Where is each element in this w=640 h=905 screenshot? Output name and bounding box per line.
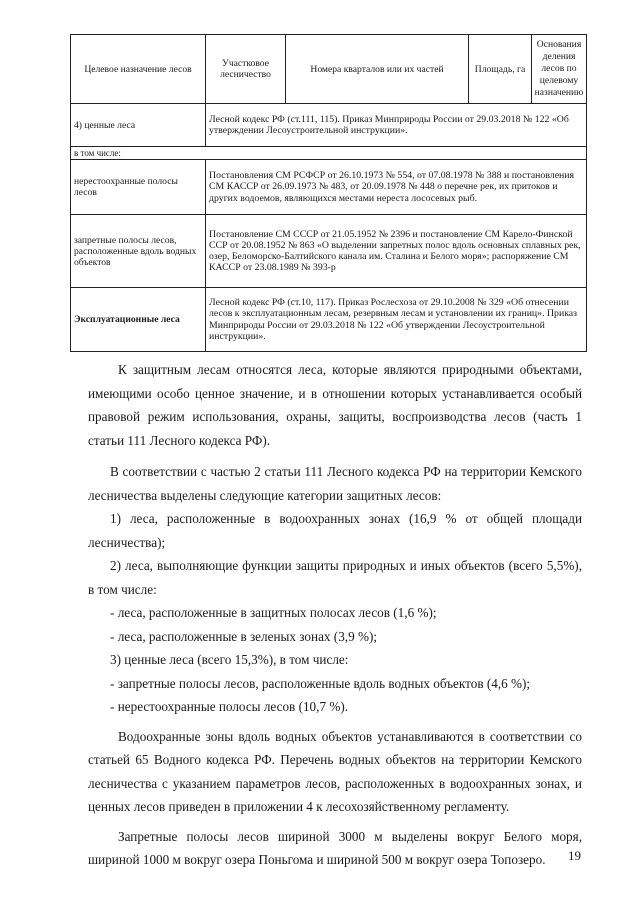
row-category: Эксплуатационные леса	[71, 288, 206, 352]
paragraph-forbidden-strips: Запретные полосы лесов шириной 3000 м выделены вокруг Белого моря, шириной 1000 м вокруг озера Поньгома и шириной 500 м вокруг озера Топозеро.	[88, 828, 582, 867]
list-item: - леса, расположенные в зеленых зонах (3,9 %);	[110, 628, 378, 644]
paragraph-water-protection: Водоохранные зоны вдоль водных объектов устанавливаются в соответствии со статьей 65 Водного кодекса РФ. Перечень водных объектов на территории Кемского лесничества с указанием параметров лесов, расположенных в водоохранных зонах, и ценных лесов приведен в приложении 4 к лесохозяйственному регламенту.	[88, 728, 582, 814]
row-basis: Лесной кодекс РФ (ст.10, 117). Приказ Рослесхоза от 29.10.2008 № 329 «Об отнесении лесов к эксплуатационным лесам, резервным лесам и установлении их границ». Приказ Минприроды России от 29.03.2018 № 122 «Об утверждении Лесоустроительной инструкции».	[206, 288, 587, 352]
header-district: Участковое лесничество	[206, 35, 286, 104]
row-category: 4) ценные леса	[71, 104, 206, 147]
table-row	[71, 215, 587, 288]
list-item: 1) леса, расположенные в водоохранных зонах (16,9 % от общей площади лесничества);	[88, 511, 582, 550]
header-basis: Основания деления лесов по целевому назначению	[532, 35, 587, 104]
row-basis: Постановления СМ РСФСР от 26.10.1973 № 554, от 07.08.1978 № 388 и постановления СМ КАССР от 26.09.1973 № 483, от 20.09.1978 № 448 о перечне рек, их притоков и других водоемов, являющихся местами нереста лососевых рыб.	[206, 160, 587, 215]
row-category: нерестоохранные полосы лесов	[71, 160, 206, 215]
body-text	[88, 358, 582, 872]
row-category: запретные полосы лесов, расположенные вдоль водных объектов	[71, 215, 206, 288]
list-item: 3) ценные леса (всего 15,3%), в том числе:	[110, 652, 349, 667]
header-quarters: Номера кварталов или их частей	[286, 35, 469, 104]
page-number: 19	[568, 848, 581, 863]
list-item: 2) леса, выполняющие функции защиты природных и иных объектов (всего 5,5%), в том числе:	[88, 558, 582, 597]
list-item: - нерестоохранные полосы лесов (10,7 %).	[110, 699, 349, 714]
paragraph-protective-forests: К защитным лесам относятся леса, которые являются природными объектами, имеющими особо ценное значение, и в отношении которых устанавливается особый правовой режим использования, охраны, защиты, воспроизводства лесов (часть 1 статьи 111 Лесного кодекса РФ).	[88, 362, 582, 448]
header-purpose: Целевое назначение лесов	[71, 35, 206, 104]
row-category: в том числе:	[71, 147, 587, 160]
list-item: - запретные полосы лесов, расположенные вдоль водных объектов (4,6 %);	[110, 675, 531, 691]
table-row	[71, 104, 587, 147]
row-basis: Лесной кодекс РФ (ст.111, 115). Приказ Минприроды России от 29.03.2018 № 122 «Об утверждении Лесоустроительной инструкции».	[206, 104, 587, 147]
list-item: - леса, расположенные в защитных полосах лесов (1,6 %);	[110, 605, 437, 620]
table-header-row	[71, 35, 587, 104]
forest-purpose-table	[70, 34, 587, 352]
table-row	[71, 147, 587, 160]
paragraph-categories-intro: В соответствии с частью 2 статьи 111 Лесного кодекса РФ на территории Кемского лесничества выделены следующие категории защитных лесов:	[88, 464, 582, 503]
header-area: Площадь, га	[469, 35, 532, 104]
row-basis: Постановление СМ СССР от 21.05.1952 № 2396 и постановление СМ Карело-Финской ССР от 20.08.1952 № 863 «О выделении запретных полос вдоль основных сплавных рек, озер, Беломорско-Балтийского канала им. Сталина и Белого моря»; распоряжение СМ КАССР от 23.08.1989 № 393-р	[206, 215, 587, 288]
table-row	[71, 160, 587, 215]
table-row	[71, 288, 587, 352]
